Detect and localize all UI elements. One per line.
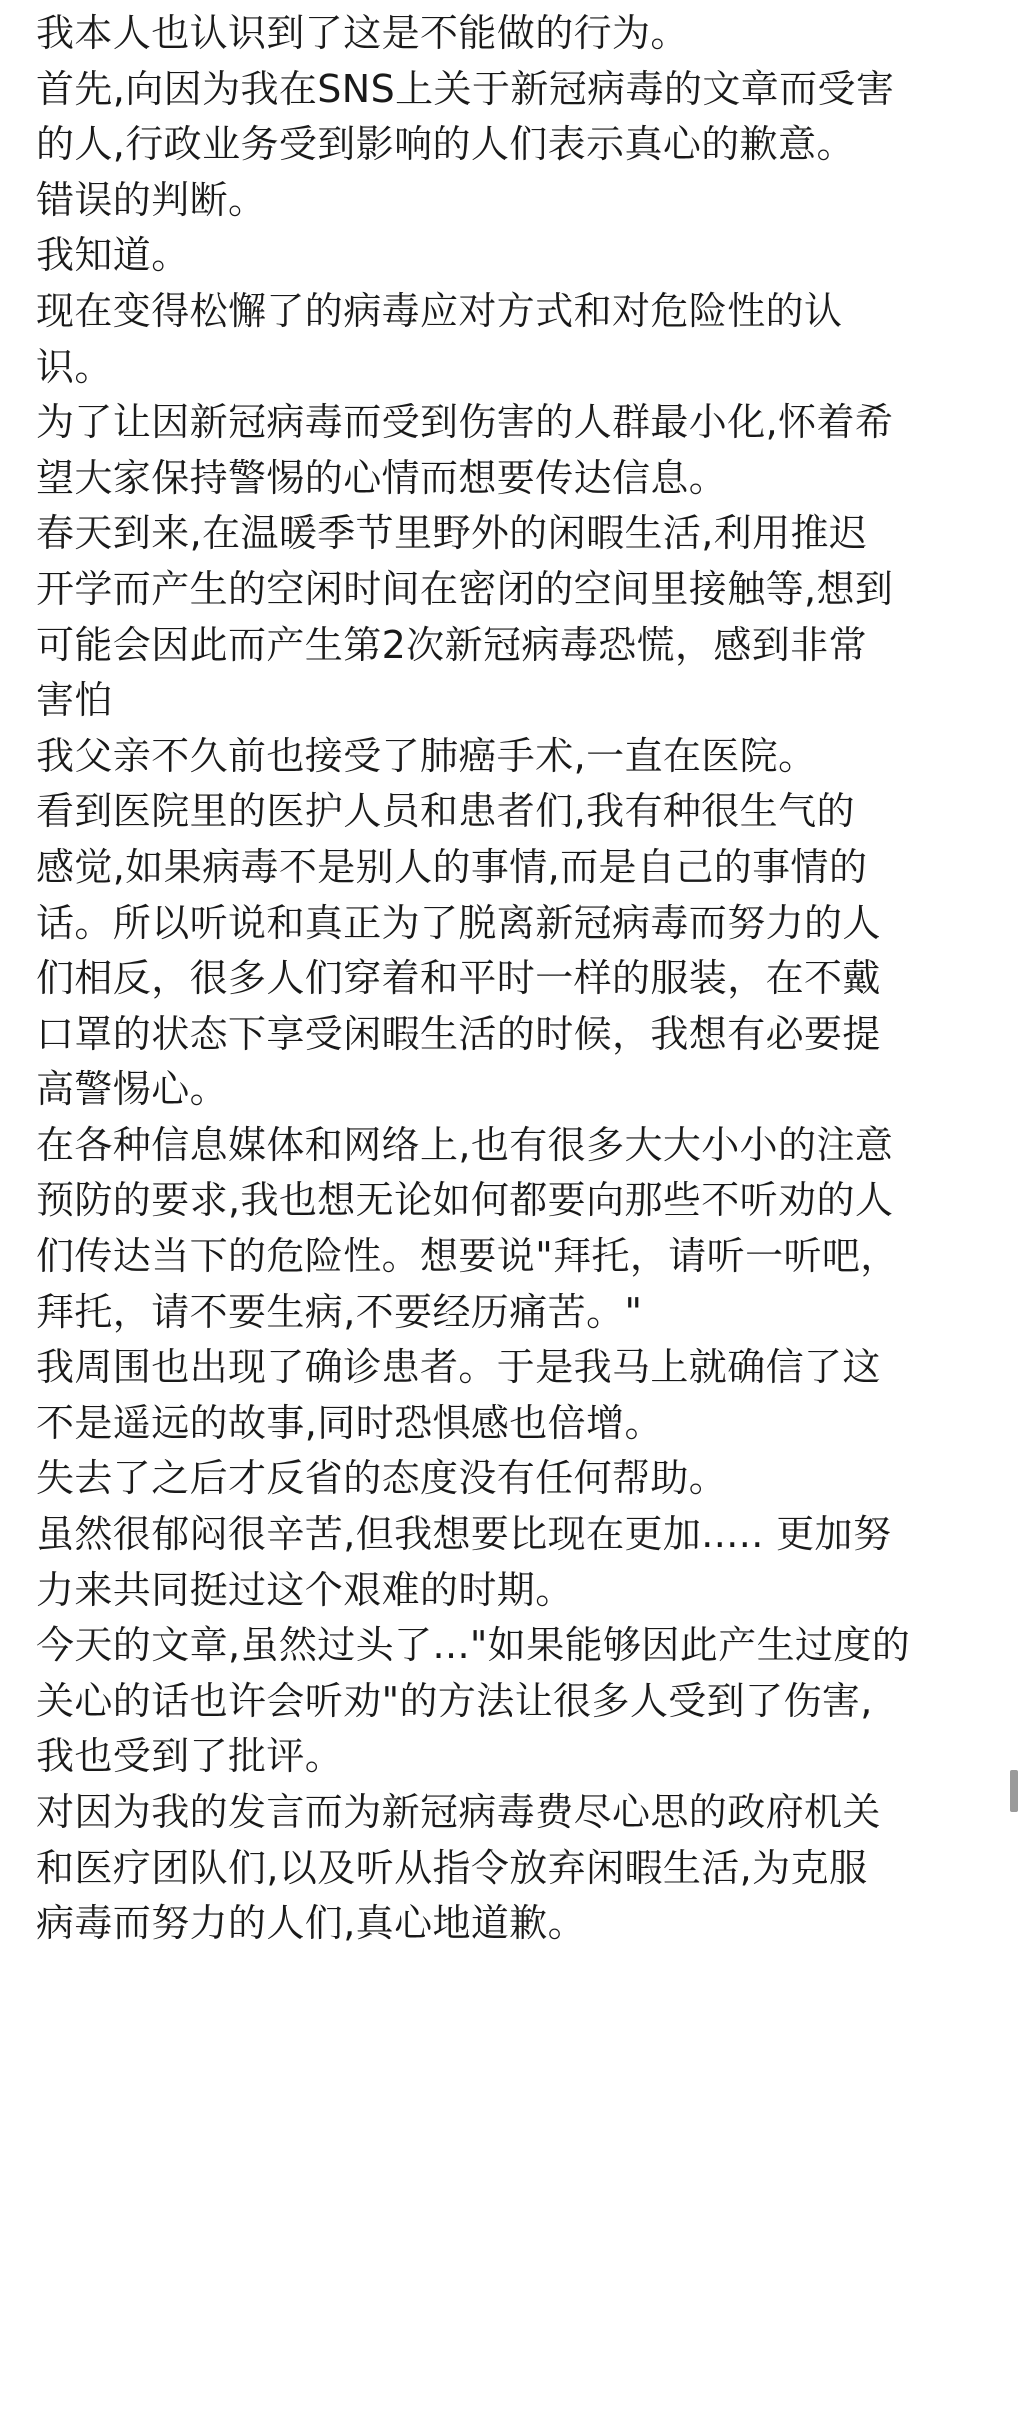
paragraph-line: 我知道。 (36, 233, 190, 278)
paragraph-line: 错误的判断。 (36, 177, 267, 222)
article-paragraph (36, 729, 996, 785)
article-paragraph (36, 784, 996, 1118)
paragraph-line: 对因为我的发言而为新冠病毒费尽心思的政府机关 (36, 1790, 881, 1834)
article-paragraph (36, 62, 996, 173)
article-paragraph (36, 506, 996, 728)
paragraph-line: 口罩的状态下享受闲暇生活的时候，我想有必要提 (36, 1011, 881, 1056)
paragraph-line: 们传达当下的危险性。想要说"拜托，请听一听吧， (36, 1234, 899, 1279)
paragraph-line: 我也受到了批评。 (36, 1734, 344, 1779)
paragraph-line: 望大家保持警惕的心情而想要传达信息。 (36, 455, 728, 500)
paragraph-line: 不是遥远的故事,同时恐惧感也倍增。 (36, 1400, 663, 1445)
paragraph-line: 我周围也出现了确诊患者。于是我马上就确信了这 (36, 1345, 881, 1390)
article-paragraph (36, 284, 996, 395)
paragraph-line: 和医疗团队们,以及听从指令放弃闲暇生活,为克服 (36, 1845, 868, 1890)
paragraph-line: 可能会因此而产生第2次新冠病毒恐慌，感到非常 (36, 622, 867, 667)
paragraph-line: 害怕 (36, 678, 113, 723)
paragraph-line: 我父亲不久前也接受了肺癌手术,一直在医院。 (36, 733, 817, 778)
paragraph-line: 现在变得松懈了的病毒应对方式和对危险性的认 (36, 288, 843, 333)
article-body (36, 6, 996, 1952)
paragraph-line: 我本人也认识到了这是不能做的行为。 (36, 11, 689, 55)
paragraph-line: 预防的要求,我也想无论如何都要向那些不听劝的人 (36, 1178, 894, 1223)
paragraph-line: 力来共同挺过这个艰难的时期。 (36, 1567, 574, 1612)
article-paragraph (36, 1507, 996, 1618)
article-paragraph (36, 1618, 996, 1785)
article-paragraph (36, 1340, 996, 1451)
article-paragraph (36, 1451, 996, 1507)
article-paragraph (36, 1118, 996, 1340)
paragraph-line: 开学而产生的空闲时间在密闭的空间里接触等,想到 (36, 566, 894, 611)
paragraph-line: 们相反，很多人们穿着和平时一样的服装，在不戴 (36, 956, 881, 1001)
paragraph-line: 看到医院里的医护人员和患者们,我有种很生气的 (36, 789, 855, 834)
article-paragraph (36, 6, 996, 62)
article-paragraph (36, 395, 996, 506)
paragraph-line: 为了让因新冠病毒而受到伤害的人群最小化,怀着希 (36, 400, 894, 445)
paragraph-line: 关心的话也许会听劝"的方法让很多人受到了伤害, (36, 1678, 873, 1723)
paragraph-line: 话。所以听说和真正为了脱离新冠病毒而努力的人 (36, 900, 881, 945)
paragraph-line: 拜托，请不要生病,不要经历痛苦。" (36, 1289, 643, 1334)
article-paragraph (36, 1785, 996, 1952)
paragraph-line: 在各种信息媒体和网络上,也有很多大大小小的注意 (36, 1122, 894, 1167)
paragraph-line: 首先,向因为我在SNS上关于新冠病毒的文章而受害 (36, 66, 895, 111)
article-paragraph (36, 173, 996, 229)
paragraph-line: 春天到来,在温暖季节里野外的闲暇生活,利用推迟 (36, 511, 868, 556)
paragraph-line: 的人,行政业务受到影响的人们表示真心的歉意。 (36, 122, 855, 167)
paragraph-line: 感觉,如果病毒不是别人的事情,而是自己的事情的 (36, 844, 868, 889)
paragraph-line: 虽然很郁闷很辛苦,但我想要比现在更加..... 更加努 (36, 1512, 892, 1557)
paragraph-line: 识。 (36, 344, 113, 389)
scroll-indicator[interactable] (1010, 1770, 1018, 1812)
article-paragraph (36, 228, 996, 284)
paragraph-line: 今天的文章,虽然过头了..."如果能够因此产生过度的 (36, 1623, 911, 1668)
paragraph-line: 高警惕心。 (36, 1067, 229, 1112)
paragraph-line: 失去了之后才反省的态度没有任何帮助。 (36, 1456, 728, 1501)
paragraph-line: 病毒而努力的人们,真心地道歉。 (36, 1901, 587, 1946)
